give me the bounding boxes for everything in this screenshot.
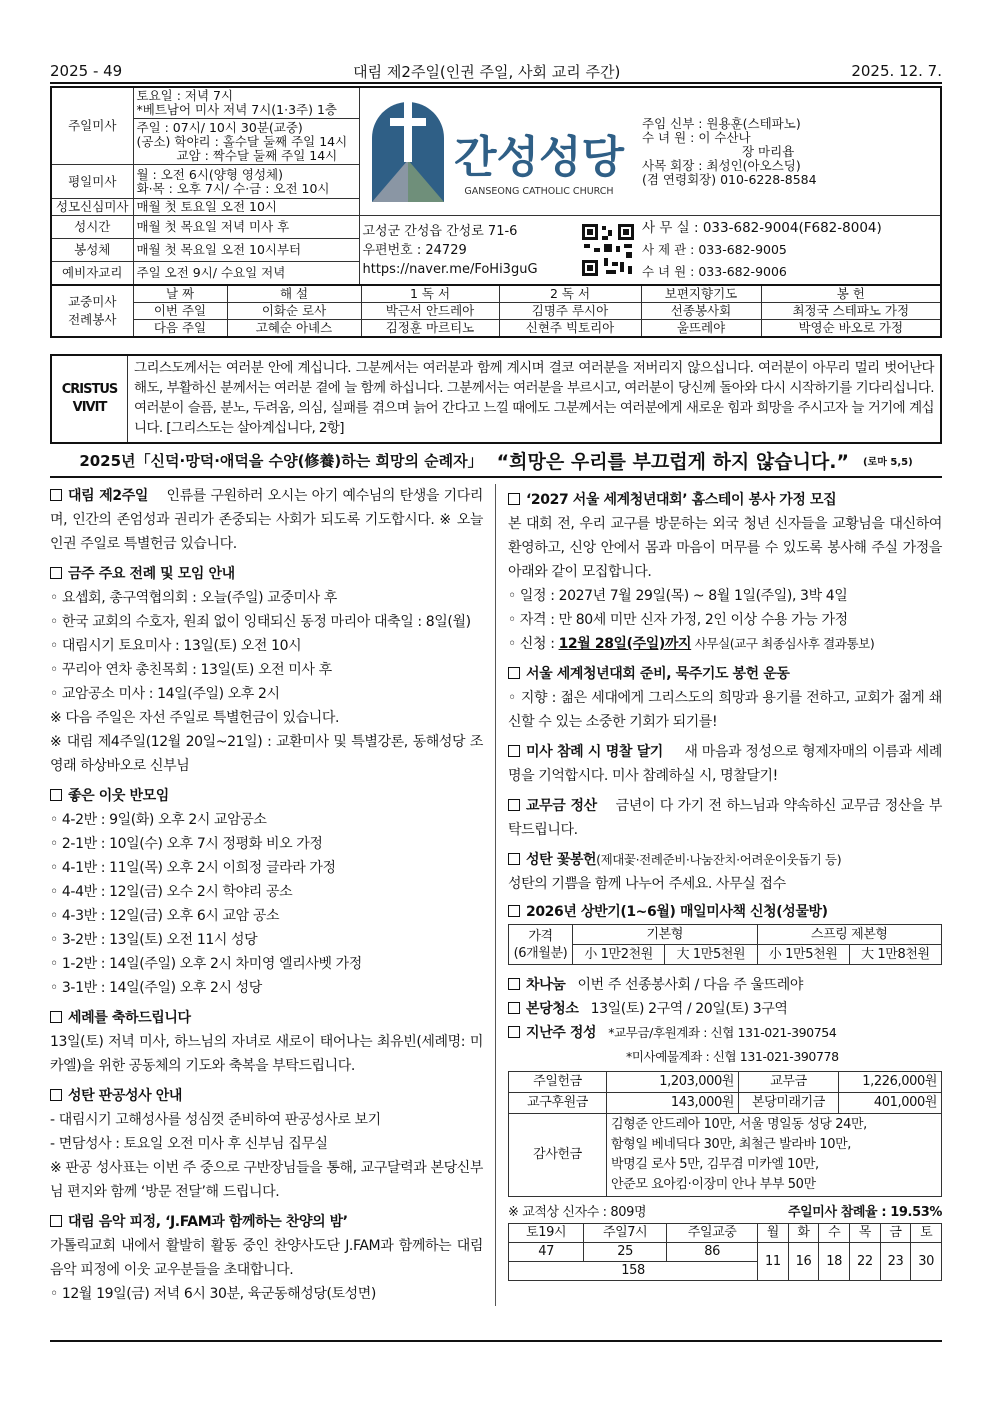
jubilee-theme: 2025년「신덕·망덕·애덕을 수양(修養)하는 희망의 순례자」 “희망은 우리를 부끄럽게 하지 않습니다.” (로마 5,5) [50,444,942,478]
checkbox-icon [50,1089,62,1101]
phone-block: 사 무 실 : 033-682-9004(F682-8004) 사 제 관 : 033-682-9005 수 녀 원 : 033-682-9006 [639,216,941,286]
church-url[interactable]: https://naver.me/FoHi3guG [362,261,538,277]
church-logo-icon [364,90,634,210]
checkbox-icon [50,567,62,579]
church-name: 간성성당 [454,132,625,183]
checkbox-icon [508,799,520,811]
church-name-en: GANSEONG CATHOLIC CHURCH [464,186,614,197]
church-logo [359,87,639,216]
checkbox-icon [50,1011,62,1023]
offering-table: 주일헌금 1,203,000원 교무금 1,226,000원 교구후원금 143,000원 본당미래기금 401,000원 감사헌금 김형준 안드레아 10만, 서울 명일동 성당 24만, 함형일 베네딕다 30만, 최철근 발라바 10만, 박명길 로사 5만, 김무겸 미카엘 10만, 안준모 요아킴·이장미 안나 부부 50만 [508,1071,942,1197]
checkbox-icon [508,745,520,757]
news-columns [50,484,942,1306]
sunday-mass-label: 주일미사 [51,87,133,165]
staff-block: 주임 신부 : 원용훈(스테파노) 수 녀 원 : 이 수산나 장 마리욥 사목 회장 : 최성인(아오스딩) (겸 연령회장) 010-6228-8584 [639,87,941,216]
attendance-table: 토19시 주일7시 주일교중 월 화 수 목 금 토 47 25 86 11 16 18 22 23 30 158 [508,1223,942,1281]
checkbox-icon [508,1002,520,1014]
checkbox-icon [50,789,62,801]
bulletin-date: 2025. 12. 7. [851,62,942,80]
bulletin-page [50,60,942,1306]
table-row: 이번 주일 이화순 로사 박근서 안드레아 김명주 루시아 선종봉사회 최정국 스테파노 가정 [51,303,941,320]
liturgy-table: 교중미사 전례봉사 날 짜 해 설 1 독 서 2 독 서 보편지향기도 봉 헌 이번 주일 이화순 로사 박근서 안드레아 김명주 루시아 선종봉사회 최정국 스테파노 가정 다음 주일 고혜순 아녜스 김정훈 마르티노 신현주 빅토리아 울뜨레야 박영순 바오로 가정 [50,284,942,338]
header-table: 주일미사 토요일 : 저녁 7시 *베트남어 미사 저녁 7시(1·3주) 1층 간성성당 GANSEONG CATHOLIC CHURCH 주임 신부 : 원용훈(스테파노) 수 녀 원 : 이 수산나 장 마리욥 사목 회장 : 최성인(아오스딩) (겸 연령회장) 010-6228-8584 주일 : 07시/ 10시 30분(교중) (공소) 학야리 : 홀수달 둘째 주일 14시 교암 : 짝수달 둘째 주일 14시 평일미사 월 : 오전 6시(양형 영성체) 화·목 : 오후 7시/ 수·금 : 오전 10시 성모신심미사 매월 첫 토요일 오전 10시 성시간 매월 첫 목요일 저녁 미사 후 고성군 간성읍 간성로 71-6 우편번호 : 24729 https://naver.me/FoHi3guG 사 무 실 : 033-682-9004(F682-8004) 사 제 관 : 033-682-9005 수 녀 원 : 033-682-9006 봉성체 매월 첫 목요일 오전 10시부터 예비자교리 주일 오전 9시/ 수요일 저녁 [50,86,942,286]
masthead [50,60,942,84]
bulletin-title: 대림 제2주일(인권 주일, 사회 교리 주간) [353,62,621,81]
section-advent: 대림 제2주일 인류를 구원하러 오시는 아기 예수님의 탄생을 기다리며, 인간의 존엄성과 권리가 존중되는 사회가 되도록 기도합시다. ※ 오늘 인권 주일로 특별헌금 있습니다. [50,488,484,552]
checkbox-icon [50,489,62,501]
checkbox-icon [508,905,520,917]
checkbox-icon [508,493,520,505]
checkbox-icon [50,1215,62,1227]
right-column: ‘2027 서울 세계청년대회’ 홈스테이 봉사 가정 모집 본 대회 전, 우리 교구를 방문하는 외국 청년 신자들을 교황님을 대신하여 환영하고, 신앙 안에서 몸과 마음이 머무를 수 있도록 봉사해 주실 가정을 아래와 같이 모집합니다. ◦ 일정 : 2027년 7월 29일(목) ~ 8월 1일(주일), 3박 4일 ◦ 자격 : 만 80세 미만 신자 가정, 2인 이상 수용 가능 가정 ◦ 신청 : 12월 28일(주일)까지 사무실(교구 최종심사후 결과통보) 서울 세계청년대회 준비, 묵주기도 봉헌 운동 ◦ 지향 : 젊은 세대에게 그리스도의 희망과 용기를 전하고, 교회가 젊게 쇄신할 수 있는 소중한 기회가 되기를! 미사 참례 시 명찰 달기 새 마음과 정성으로 형제자매의 이름과 세례명을 기억합시다. 미사 참례하실 시, 명찰달기! 교무금 정산 금년이 다 가기 전 하느님과 약속하신 교무금 정산을 부탁드립니다. 성탄 꽃봉헌(제대꽃·전례준비·나눔잔치·어려운이웃돕기 등) 성탄의 기쁨을 함께 나누어 주세요. 사무실 접수 2026년 상반기(1~6월) 매일미사책 신청(성물방) 가격 (6개월분) 기본형 스프링 제본형 小 1만2천원 大 1만5천원 小 1만5천원 大 1만8천원 차나눔 이번 주 선종봉사회 / 다음 주 울뜨레야 본당청소 13일(토) 2구역 / 20일(토) 3구역 지난주 정성 *교무금/후원계좌 : 신협 131-021-390754 *미사예물계좌 : 신협 131-021-390778 주일헌금 1,203,000원 교무금 1,226,000원 교구후원금 143,000원 본당미래기금 401,000원 감사헌금 김형준 안드레아 10만, 서울 명일동 성당 24만, 함형일 베네딕다 30만, 최철근 발라바 10만, 박명길 로사 5만, 김무겸 미카엘 10만, 안준모 요아킴·이장미 안나 부부 50만 ※ 교적상 신자수 : 809명 주일미사 참례율 : 19.53% 토19시 주일7시 주일교중 월 화 수 목 금 토 47 25 86 11 16 18 22 23 30 158 [496,484,942,1306]
qr-code-icon[interactable] [580,222,636,278]
address-block: 고성군 간성읍 간성로 71-6 우편번호 : 24729 https://naver.me/FoHi3guG [359,216,639,286]
checkbox-icon [508,978,520,990]
cristus-vivit-quote: CRISTUS VIVIT 그리스도께서는 여러분 안에 계십니다. 그분께서는 여러분과 함께 계시며 결코 여러분을 저버리지 않으십니다. 여러분이 아무리 멀리 벗어난다 해도, 부활하신 분께서는 여러분 곁에 늘 함께 하십니다. 그분께서는 여러분을 부르시고, 여러분이 당신께 돌아와 다시 시작하기를 기다리십니다. 여러분이 슬픔, 분노, 두려움, 의심, 실패를 겪으며 늙어 간다고 느낄 때에도 그분께서는 여러분에게 새로운 힘과 희망을 주시고자 늘 거기에 계십니다. [그리스도는 살아계십니다, 2항] [50,354,942,444]
missal-price-table: 가격 (6개월분) 기본형 스프링 제본형 小 1만2천원 大 1만5천원 小 1만5천원 大 1만8천원 [508,924,942,965]
checkbox-icon [508,1026,520,1038]
bottom-rule [50,1340,942,1342]
checkbox-icon [508,667,520,679]
table-row: 다음 주일 고혜순 아녜스 김정훈 마르티노 신현주 빅토리아 울뜨레야 박영순 바오로 가정 [51,320,941,338]
checkbox-icon [508,853,520,865]
issue-number: 2025 - 49 [50,62,123,80]
left-column: 대림 제2주일 인류를 구원하러 오시는 아기 예수님의 탄생을 기다리며, 인간의 존엄성과 권리가 존중되는 사회가 되도록 기도합시다. ※ 오늘 인권 주일로 특별헌금 있습니다. 금주 주요 전례 및 모임 안내 ◦ 요셉회, 총구역협의회 : 오늘(주일) 교중미사 후 ◦ 한국 교회의 수호자, 원죄 없이 잉태되신 동정 마리아 대축일 : 8일(월) ◦ 대림시기 토요미사 : 13일(토) 오전 10시 ◦ 꾸리아 연차 총친목회 : 13일(토) 오전 미사 후 ◦ 교암공소 미사 : 14일(주일) 오후 2시 ※ 다음 주일은 자선 주일로 특별헌금이 있습니다. ※ 대림 제4주일(12월 20일~21일) : 교환미사 및 특별강론, 동해성당 조영래 하상바오로 신부님 좋은 이웃 반모임 ◦ 4-2반 : 9일(화) 오후 2시 교암공소 ◦ 2-1반 : 10일(수) 오후 7시 정평화 비오 가정 ◦ 4-1반 : 11일(목) 오후 2시 이희정 글라라 가정 ◦ 4-4반 : 12일(금) 오수 2시 학야리 공소 ◦ 4-3반 : 12일(금) 오후 6시 교암 공소 ◦ 3-2반 : 13일(토) 오전 11시 성당 ◦ 1-2반 : 14일(주일) 오후 2시 차미영 엘리사벳 가정 ◦ 3-1반 : 14일(주일) 오후 2시 성당 세례를 축하드립니다 13일(토) 저녁 미사, 하느님의 자녀로 새로이 태어나는 최유빈(세례명: 미카엘)을 위한 공동체의 기도와 축복을 부탁드립니다. 성탄 판공성사 안내 - 대림시기 고해성사를 성심껏 준비하여 판공성사로 보기 - 면담성사 : 토요일 오전 미사 후 신부님 집무실 ※ 판공 성사표는 이번 주 중으로 구반장님들을 통해, 교구달력과 본당신부님 편지와 함께 ‘방문 전달’해 드립니다. 대림 음악 피정, ‘J.FAM과 함께하는 찬양의 밤’ 가톨릭교회 내에서 활발히 활동 중인 찬양사도단 J.FAM과 함께하는 대림 음악 피정에 이웃 교우분들을 초대합니다. ◦ 12월 19일(금) 저녁 6시 30분, 육군동해성당(토성면) [50,484,496,1306]
